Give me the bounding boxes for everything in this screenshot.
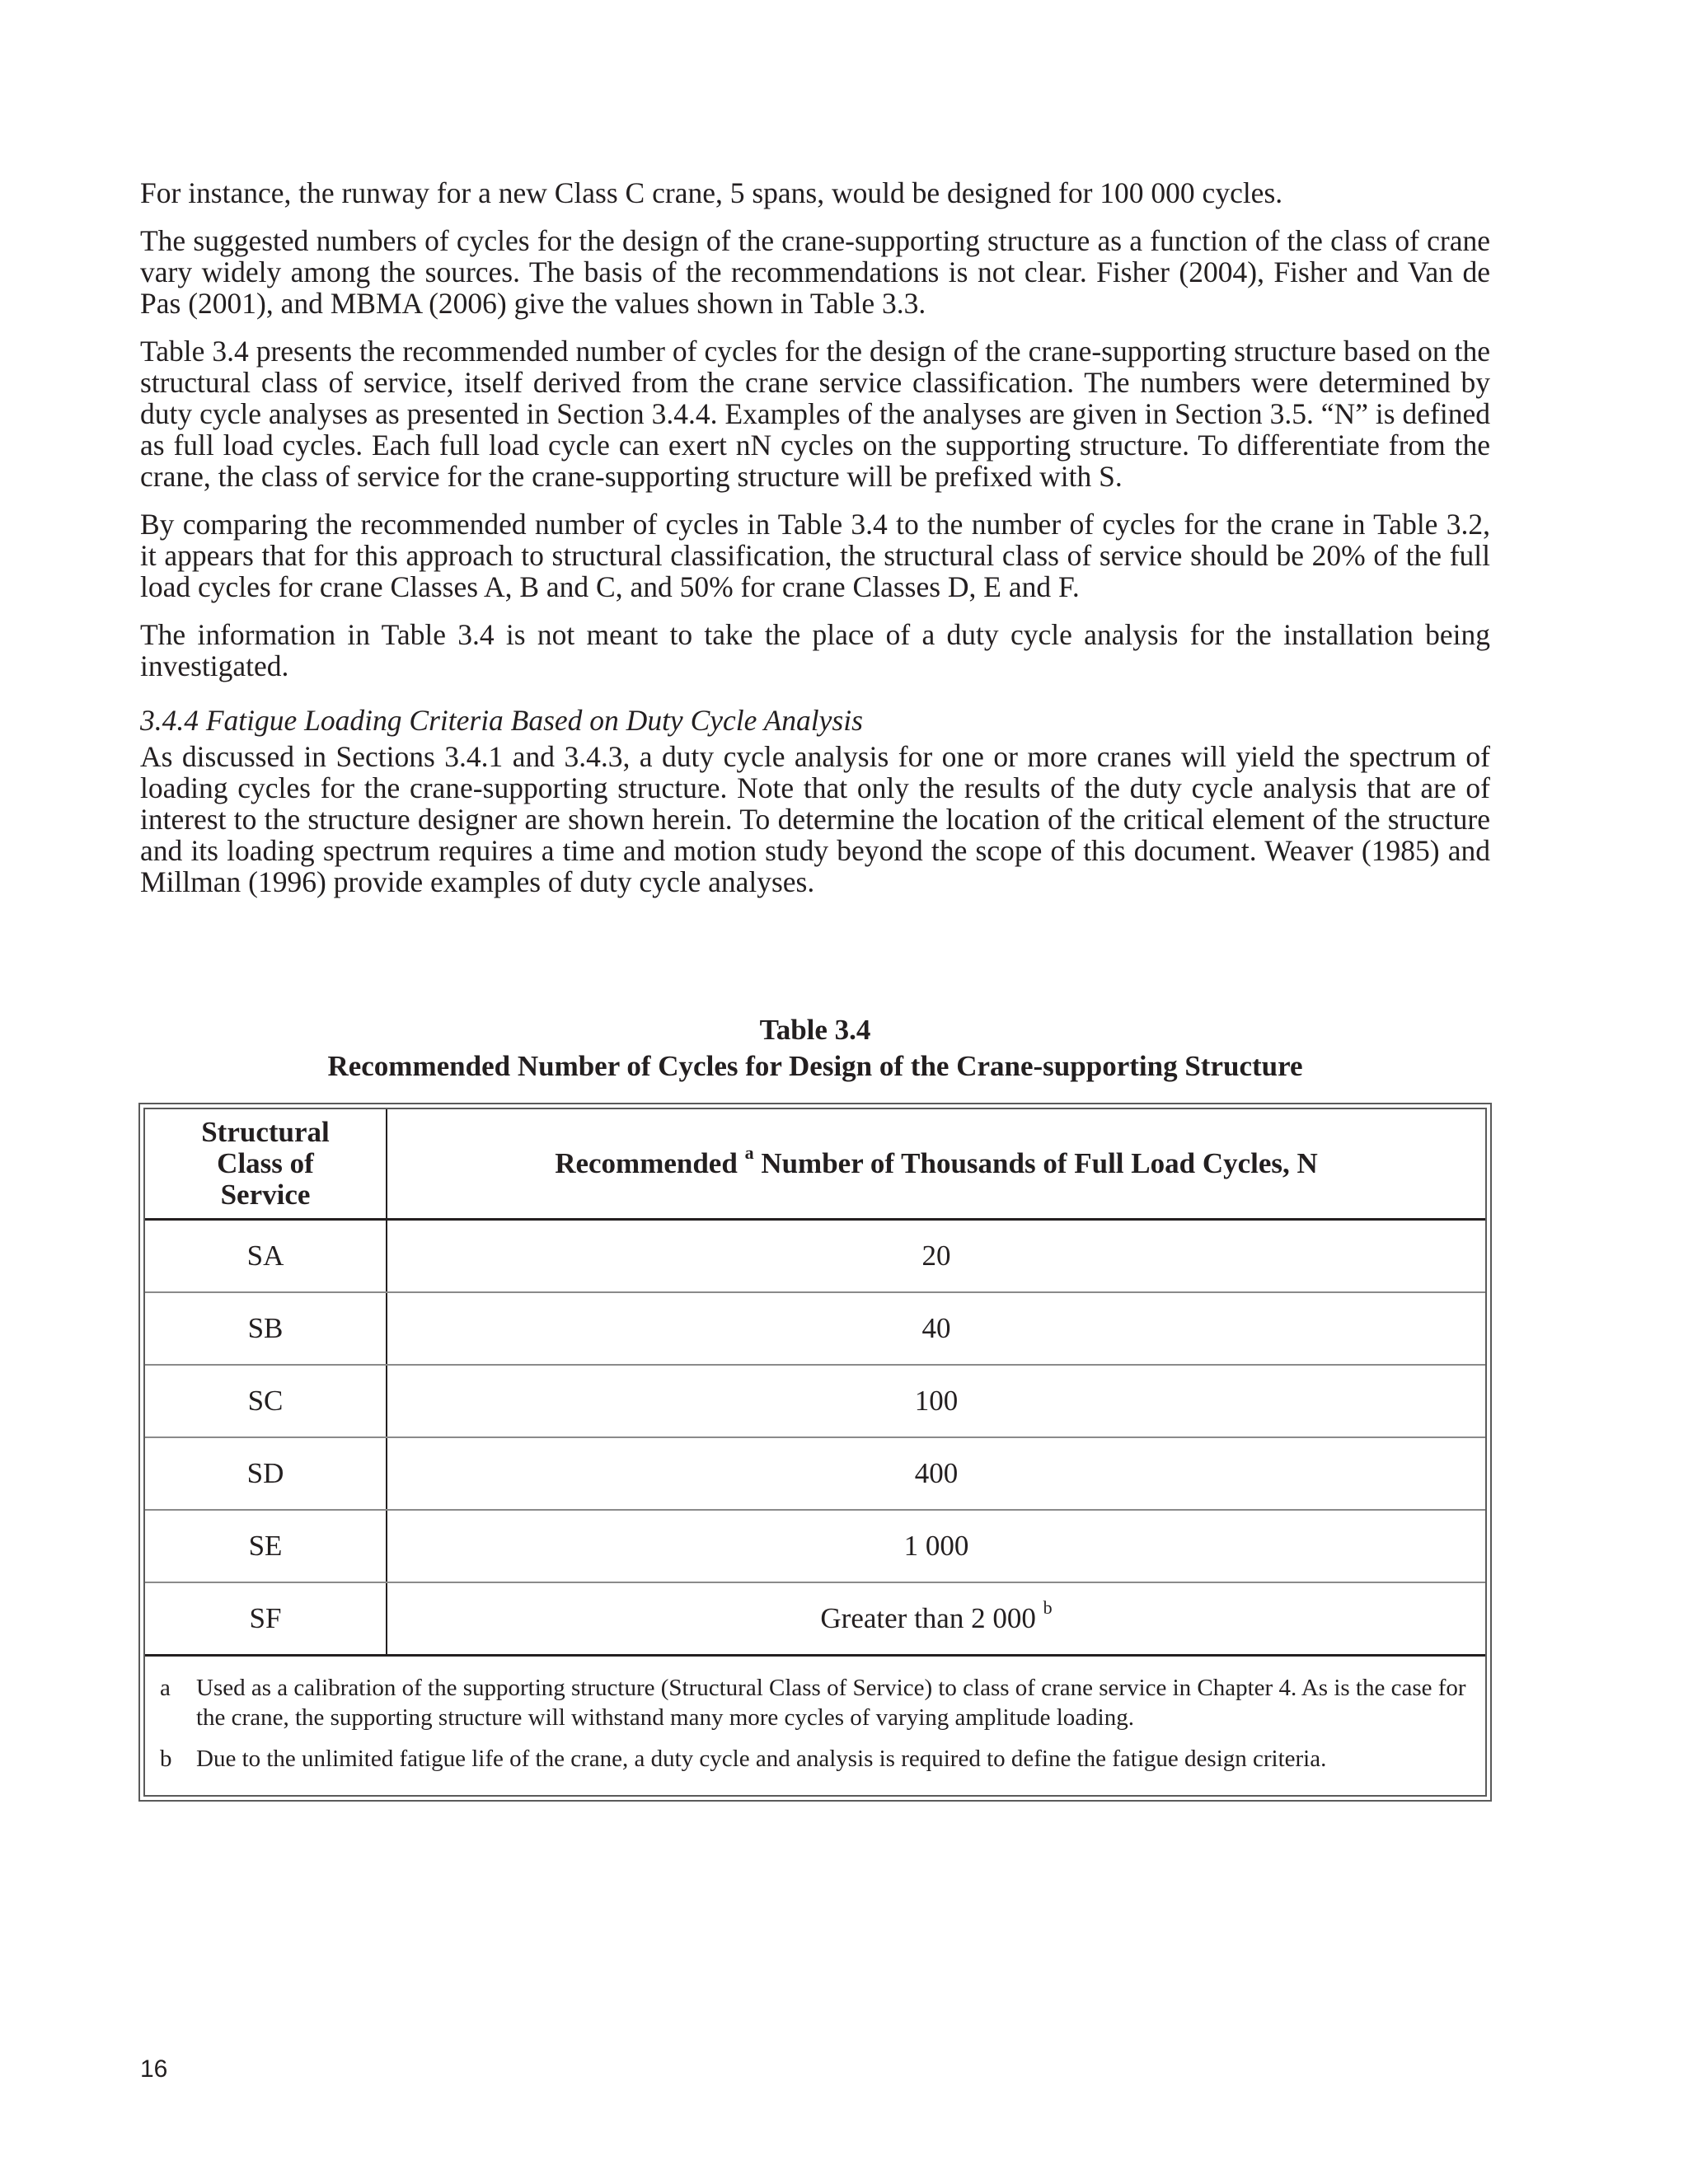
cell-cycles-value: Greater than 2 000 — [820, 1602, 1036, 1634]
header-footnote-a: a — [744, 1142, 754, 1164]
table-row — [145, 1510, 1485, 1582]
header-recommended-cycles — [387, 1109, 1485, 1220]
table-row — [145, 1365, 1485, 1437]
paragraph-duty-cycle: As discussed in Sections 3.4.1 and 3.4.3, a duty cycle analysis for one or more cranes will yield the spectrum of loading cycles for the crane-supporting structure. Note that only the results of the duty cycle analysis that are of interest to the structure designer are shown herein. To determine the location of the critical element of the structure and its loading spectrum requires a time and motion study beyond the scope of this document. Weaver (1985) and Millman (1996) provide examples of duty cycle analyses. — [140, 740, 1490, 898]
header-structural-class — [145, 1109, 387, 1220]
note-key: a — [160, 1675, 171, 1701]
cell-cycles: 20 — [387, 1220, 1485, 1293]
cycles-table — [145, 1109, 1485, 1657]
table-note — [160, 1744, 1479, 1774]
table-row — [145, 1220, 1485, 1293]
footnote-b-marker: b — [1043, 1597, 1053, 1619]
cell-class: SE — [145, 1510, 387, 1582]
paragraph-information-note: The information in Table 3.4 is not meant to take the place of a duty cycle analysis for the installation being investigated. — [140, 618, 1490, 682]
cell-class: SD — [145, 1437, 387, 1510]
cell-class: SA — [145, 1220, 387, 1293]
section-heading: 3.4.4 Fatigue Loading Criteria Based on Duty Cycle Analysis — [140, 704, 863, 737]
note-text: Used as a calibration of the supporting structure (Structural Class of Service) to class of crane service in Chapter 4. As is the case for the crane, the supporting structure will withstand many more cycles of varying amplitude loading. — [196, 1675, 1466, 1731]
cell-cycles: 40 — [387, 1292, 1485, 1365]
paragraph-runway-example: For instance, the runway for a new Class C crane, 5 spans, would be designed for 100 000 cycles. — [140, 176, 1283, 209]
table-frame — [138, 1103, 1492, 1802]
paragraph-suggested-cycles: The suggested numbers of cycles for the design of the crane-supporting structure as a function of the class of crane vary widely among the sources. The basis of the recommendations is not clear. Fisher (2004), Fisher and Van de Pas (2001), and MBMA (2006) give the values shown in Table 3.3. — [140, 224, 1490, 320]
paragraph-table-3-4-intro: Table 3.4 presents the recommended number of cycles for the design of the crane-supporting structure based on the structural class of service, itself derived from the crane service classification. The numbers were determined by duty cycle analyses as presented in Section 3.4.4. Examples of the analyses are given in Section 3.5. “N” is defined as full load cycles. Each full load cycle can exert nN cycles on the supporting structure. To differentiate from the crane, the class of service for the crane-supporting structure will be prefixed with S. — [140, 335, 1490, 493]
table-notes — [145, 1657, 1485, 1774]
header-recommended-suffix: Number of Thousands of Full Load Cycles, N — [761, 1147, 1318, 1179]
table-row — [145, 1292, 1485, 1365]
body-text — [140, 177, 1490, 914]
table-row — [145, 1582, 1485, 1656]
cell-cycles: 1 000 — [387, 1510, 1485, 1582]
table-number: Table 3.4 — [759, 1014, 871, 1046]
table-caption — [140, 1012, 1490, 1085]
header-recommended-prefix: Recommended — [555, 1147, 738, 1179]
cell-cycles — [387, 1582, 1485, 1656]
paragraph-comparison: By comparing the recommended number of cycles in Table 3.4 to the number of cycles for the crane in Table 3.2, it appears that for this approach to structural classification, the structural class of service should be 20% of the full load cycles for crane Classes A, B and C, and 50% for crane Classes D, E and F. — [140, 508, 1490, 603]
table-inner — [143, 1108, 1487, 1797]
cell-class: SC — [145, 1365, 387, 1437]
note-text: Due to the unlimited fatigue life of the crane, a duty cycle and analysis is required to define the fatigue design criteria. — [196, 1746, 1327, 1772]
cell-class: SB — [145, 1292, 387, 1365]
cell-cycles: 100 — [387, 1365, 1485, 1437]
table-row — [145, 1437, 1485, 1510]
table-header-row — [145, 1109, 1485, 1220]
table-note — [160, 1673, 1479, 1732]
note-key: b — [160, 1746, 172, 1772]
table-title: Recommended Number of Cycles for Design of the Crane-supporting Structure — [327, 1050, 1303, 1082]
cell-class: SF — [145, 1582, 387, 1656]
header-structural-class-label: Structural Class of Service — [201, 1116, 330, 1211]
cell-cycles: 400 — [387, 1437, 1485, 1510]
page-number: 16 — [140, 2055, 168, 2083]
